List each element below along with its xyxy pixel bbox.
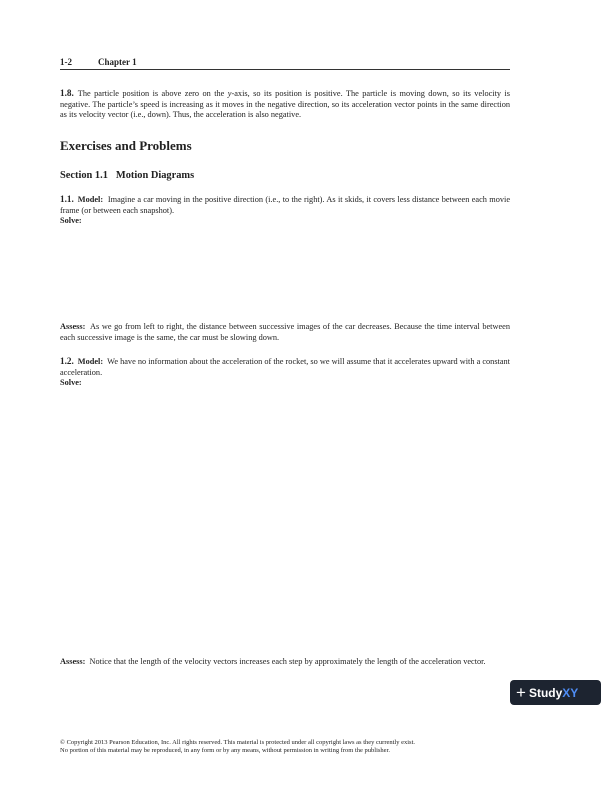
assess-text: As we go from left to right, the distance between successive images of the car decreases. Because the time interval between each successive image is the same, the car must be slowing down.: [60, 322, 510, 342]
section-number: Section 1.1: [60, 170, 108, 181]
solve-label: Solve:: [60, 378, 82, 387]
copyright-line-2: No portion of this material may be reproduced, in any form or by any means, without permission in writing from the publisher.: [60, 747, 390, 754]
page-header: [60, 57, 510, 70]
assess-label: Assess:: [60, 657, 86, 666]
chapter-title: Chapter 1: [98, 57, 137, 67]
assess-1-2: [60, 657, 510, 668]
exercise-1-1: [60, 194, 510, 227]
assess-label: Assess:: [60, 322, 86, 331]
answer-number: 1.8.: [60, 88, 74, 98]
section-heading: [60, 170, 194, 181]
page-number: 1-2: [60, 57, 72, 67]
plus-icon: +: [516, 683, 526, 702]
axis-variable: y: [227, 89, 232, 98]
section-title: Motion Diagrams: [115, 170, 195, 181]
assess-1-1: [60, 322, 510, 343]
assess-text: Notice that the length of the velocity vectors increases each step by approximately the length of the acceleration vector.: [89, 657, 486, 666]
studyxy-logo: [510, 680, 601, 705]
answer-1-8: [60, 88, 510, 121]
copyright-line-1: © Copyright 2013 Pearson Education, Inc. All rights reserved. This material is protected under all copyright laws as they currently exist.: [60, 739, 416, 746]
logo-text-study: Study: [528, 685, 563, 700]
exercise-number: 1.1.: [60, 194, 74, 204]
model-label: Model:: [77, 195, 104, 204]
solve-label: Solve:: [60, 216, 82, 225]
copyright-footer: [60, 739, 520, 755]
exercise-1-2: [60, 356, 510, 389]
answer-text-part-1: The particle position is above zero on the: [77, 89, 228, 98]
chapter-heading: Exercises and Problems: [60, 138, 192, 153]
model-label: Model:: [77, 357, 104, 366]
model-text: We have no information about the acceleration of the rocket, so we will assume that it accelerates upward with a constant acceleration.: [60, 357, 510, 377]
answer-text-part-2: -axis, so its position is positive. The particle is moving down, so its velocity is negative. The particle’s speed is increasing as it moves in the negative direction, so its acceleration vector points in the same direction as its velocity vector (i.e., down). Thus, the acceleration is also negative.: [60, 89, 510, 119]
exercise-number: 1.2.: [60, 356, 74, 366]
model-text: Imagine a car moving in the positive direction (i.e., to the right). As it skids, it covers less distance between each movie frame (or between each snapshot).: [60, 195, 510, 215]
logo-text-xy: XY: [562, 685, 579, 700]
